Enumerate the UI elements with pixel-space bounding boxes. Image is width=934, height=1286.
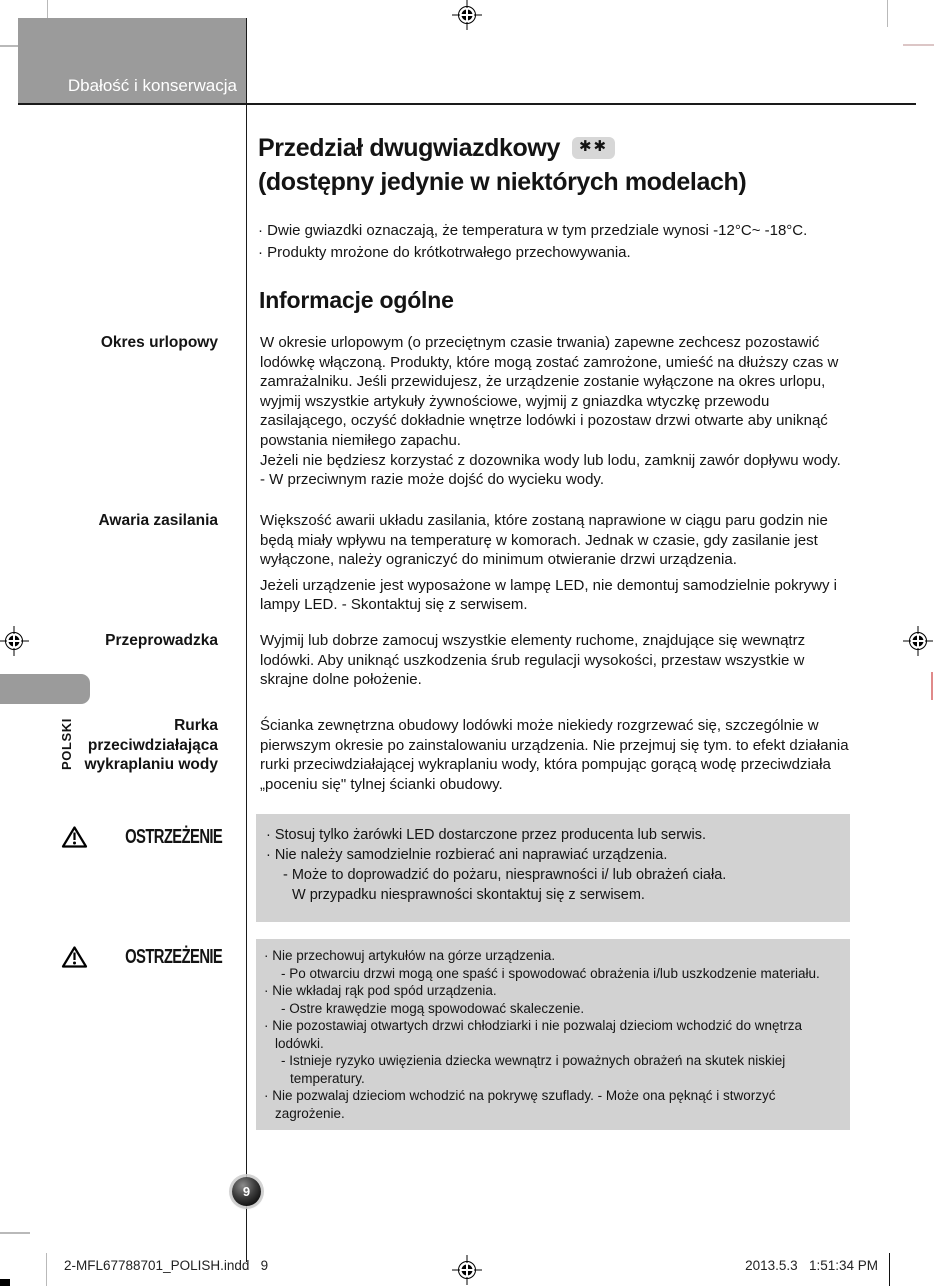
registration-mark-icon [903,626,933,656]
paragraph: - W przeciwnym razie może dojść do wycieku wody. [260,471,604,489]
warning-line: - Po otwarciu drzwi mogą one spaść i spowodować obrażenia i/lub uszkodzenie materiału. [281,965,820,981]
warning-box [256,814,850,922]
warning-line: - Może to doprowadzić do pożaru, niesprawności i/ lub obrażeń ciała. [283,867,727,883]
warning-line: · Nie pozwalaj dzieciom wchodzić na pokrywę szuflady. - Może ona pęknąć i stworzyć zagrożenie. [264,1088,776,1121]
warning-line: · Nie wkładaj rąk pod spód urządzenia. [264,983,497,998]
crop-mark [889,1253,890,1286]
page-title [258,131,746,199]
warning-label [0,945,232,969]
paragraph: W okresie urlopowym (o przeciętnym czasie trwania) zapewne zechcesz pozostawić lodówkę włączoną. Produkty, które mogą zostać zamrożone, umieść na dłuższy czas w zamrażalniku. Jeśli przewidujesz, że urządzenie zostanie wyłączone na okres urlopu, wyjmij wszystkie artykuły żywnościowe, wyjmij z gniazdka wtyczkę przewodu zasilającego, oczyść dokładnie wnętrze lodówki i pozostaw drzwi otwarte aby uniknąć powstania niemiłego zapachu. [260,334,839,449]
section-label-przeprowadzka: Przeprowadzka [105,632,218,649]
page-title-line2: (dostępny jedynie w niektórych modelach) [258,168,747,196]
crop-mark-red [931,672,933,700]
page-title-line1: Przedział dwugwiazdkowy ✱✱ [258,131,746,165]
warning-line: · Nie przechowuj artykułów na górze urządzenia. [264,948,556,963]
paragraph: Jeżeli urządzenie jest wyposażone w lampę LED, nie demontuj samodzielnie pokrywy i lampy LED. - Skontaktuj się z serwisem. [260,576,837,614]
section-text-awaria-zasilania [260,511,854,615]
language-label: POLSKI [59,718,74,770]
paragraph: Większość awarii układu zasilania, które zostaną naprawione w ciągu paru godzin nie będą miały wpływu na temperaturę w komorach. Jednak w czasie, gdy zasilanie jest wyłączone, należy ograniczyć do minimum otwieranie drzwi urządzenia. [260,512,828,569]
intro-bullets [258,220,807,264]
language-tab [0,674,90,704]
warning-line: - Istnieje ryzyko uwięzienia dziecka wewnątrz i poważnych obrażeń na skutek niskiej temperatury. [281,1053,786,1086]
warning-line: W przypadku niesprawności skontaktuj się z serwisem. [292,887,645,903]
column-rule [246,18,247,1262]
intro-bullet: · Produkty mrożone do krótkotrwałego przechowywania. [258,244,631,261]
section-text-przeprowadzka [260,631,854,690]
section-label-awaria-zasilania: Awaria zasilania [98,512,218,529]
registration-mark-icon [452,0,482,30]
section-heading: Informacje ogólne [259,287,454,313]
intro-bullet: · Dwie gwiazdki oznaczają, że temperatura w tym przedziale wynosi -12°C~ -18°C. [258,222,808,239]
warning-line: - Ostre krawędzie mogą spowodować skaleczenie. [281,1000,585,1016]
chapter-header [18,18,246,103]
corner-print-mark [0,1279,10,1286]
warning-line: · Nie pozostawiaj otwartych drzwi chłodziarki i nie pozwalaj dzieciom wchodzić do wnętrza lodówki. [264,1018,802,1051]
footer-timestamp: 2013.5.3 1:51:34 PM [745,1258,878,1273]
registration-mark-icon [452,1255,482,1285]
warning-label [0,825,232,849]
section-text-okres-urlopowy [260,333,854,490]
two-star-badge: ✱✱ [572,137,615,159]
warning-triangle-icon [61,825,88,849]
paragraph: Ścianka zewnętrzna obudowy lodówki może niekiedy rozgrzewać się, szczególnie w pierwszym okresie po zainstalowaniu urządzenia. Nie przejmuj się tym. to efekt działania rurki przeciwdziałającej wykraplaniu wody, która pompując gorącą wodę przeciwdziała „poceniu się" tylnej ścianki obudowy. [260,717,849,793]
warning-label-text: OSTRZEŻENIE [124,945,222,968]
crop-mark [0,1232,30,1234]
section-label-rurka: Rurka przeciwdziałająca wykraplaniu wody [84,717,218,773]
warning-line: · Stosuj tylko żarówki LED dostarczone przez producenta lub serwis. [266,827,707,843]
section-label-okres-urlopowy: Okres urlopowy [100,334,218,351]
warning-triangle-icon [61,945,88,969]
warning-label-text: OSTRZEŻENIE [124,825,222,848]
paragraph: Jeżeli nie będziesz korzystać z dozownika wody lub lodu, zamknij zawór dopływu wody. [260,451,841,469]
page-number-badge: 9 [232,1177,261,1206]
header-rule [18,103,916,105]
warning-line: · Nie należy samodzielnie rozbierać ani naprawiać urządzenia. [266,847,668,863]
crop-mark [46,1253,47,1286]
warning-box [256,939,850,1130]
paragraph: Wyjmij lub dobrze zamocuj wszystkie elementy ruchome, znajdujące się wewnątrz lodówki. Aby uniknąć uszkodzenia śrub regulacji wysokości, przestaw wszystkie w skrajne dolne położenie. [260,632,806,689]
footer-filename: 2-MFL67788701_POLISH.indd 9 [64,1258,269,1273]
crop-mark [903,44,934,46]
section-text-rurka [260,716,854,794]
chapter-title: Dbałość i konserwacja [67,76,237,95]
crop-mark [887,0,888,27]
